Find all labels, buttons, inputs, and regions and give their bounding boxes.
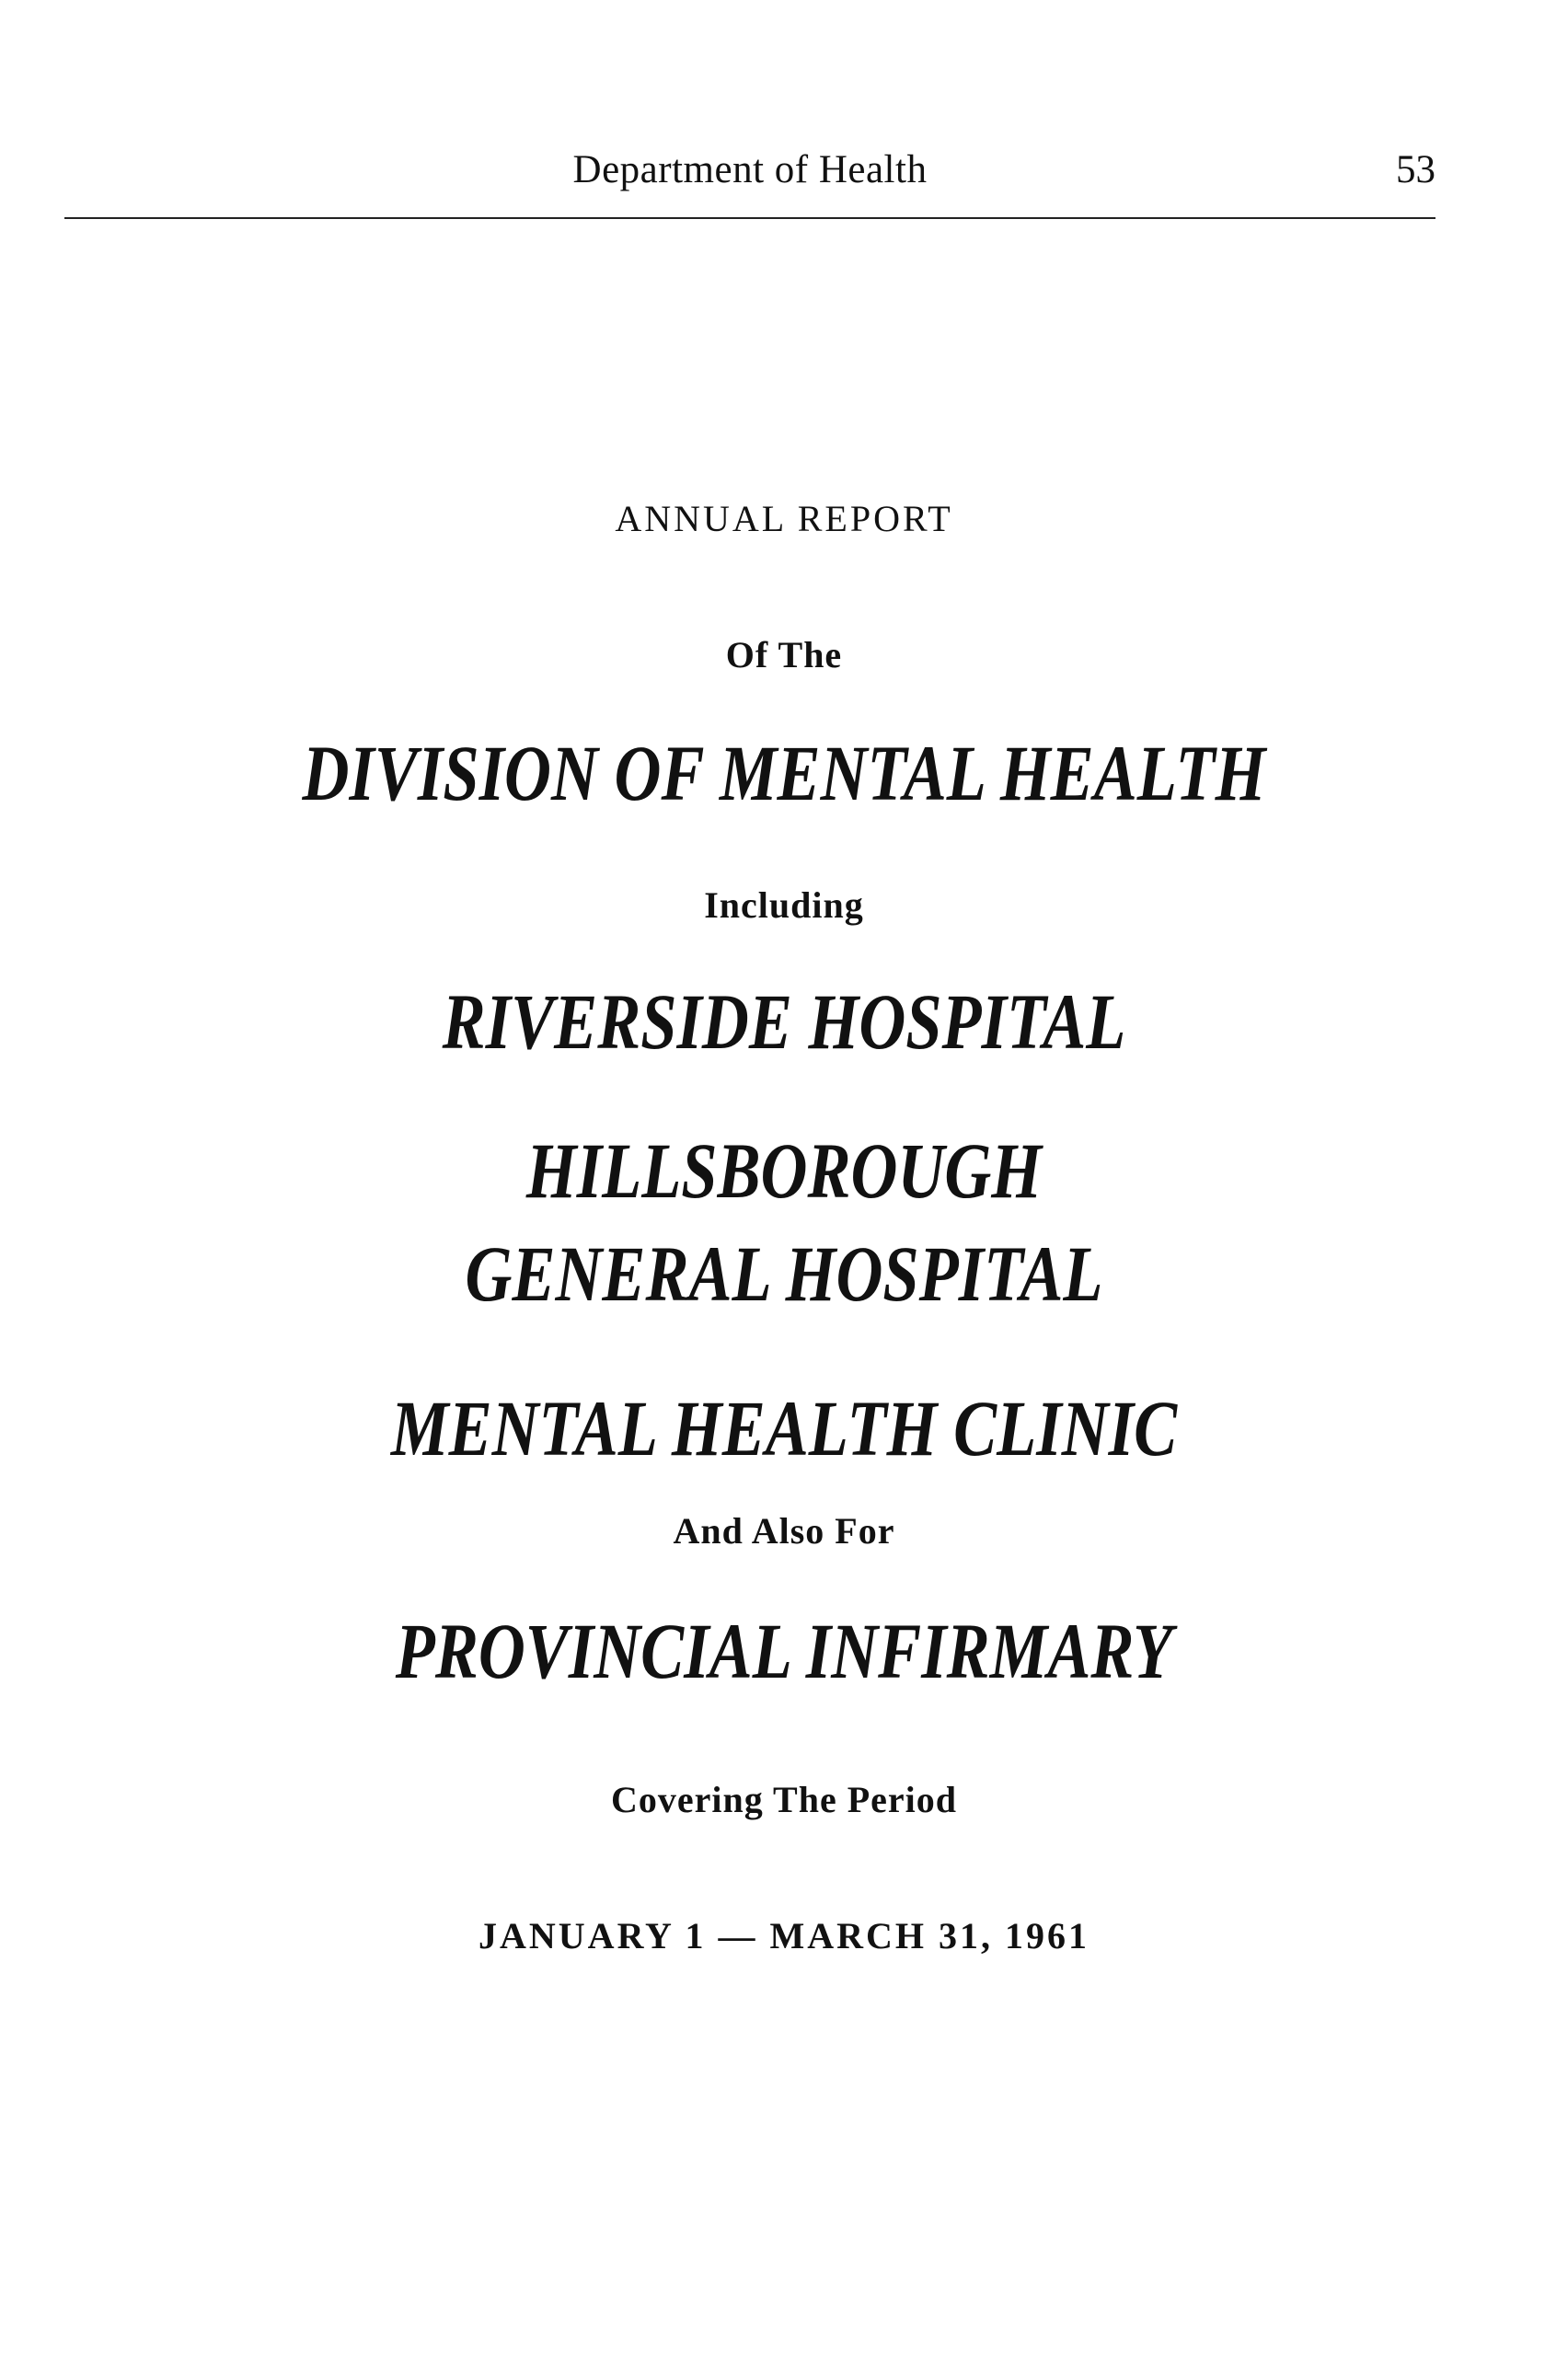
- covering-period-line: Covering The Period: [610, 1779, 957, 1820]
- mental-health-clinic-title: MENTAL HEALTH CLINIC: [390, 1384, 1178, 1472]
- running-header: [64, 147, 1435, 202]
- header-rule: [64, 217, 1435, 219]
- report-period: JANUARY 1 — MARCH 31, 1961: [478, 1915, 1090, 1956]
- hillsborough-title: HILLSBOROUGH: [525, 1126, 1043, 1215]
- provincial-infirmary-title: PROVINCIAL INFIRMARY: [395, 1607, 1173, 1695]
- including-line: Including: [704, 884, 864, 926]
- and-also-for-line: And Also For: [673, 1510, 895, 1552]
- annual-report-heading: ANNUAL REPORT: [615, 498, 953, 539]
- running-title: Department of Health: [572, 148, 928, 191]
- of-the-line: Of The: [725, 634, 843, 675]
- division-title: DIVISION OF MENTAL HEALTH: [302, 729, 1266, 817]
- riverside-hospital-title: RIVERSIDE HOSPITAL: [442, 977, 1126, 1066]
- page-number: 53: [1396, 148, 1435, 191]
- general-hospital-title: GENERAL HOSPITAL: [465, 1229, 1103, 1318]
